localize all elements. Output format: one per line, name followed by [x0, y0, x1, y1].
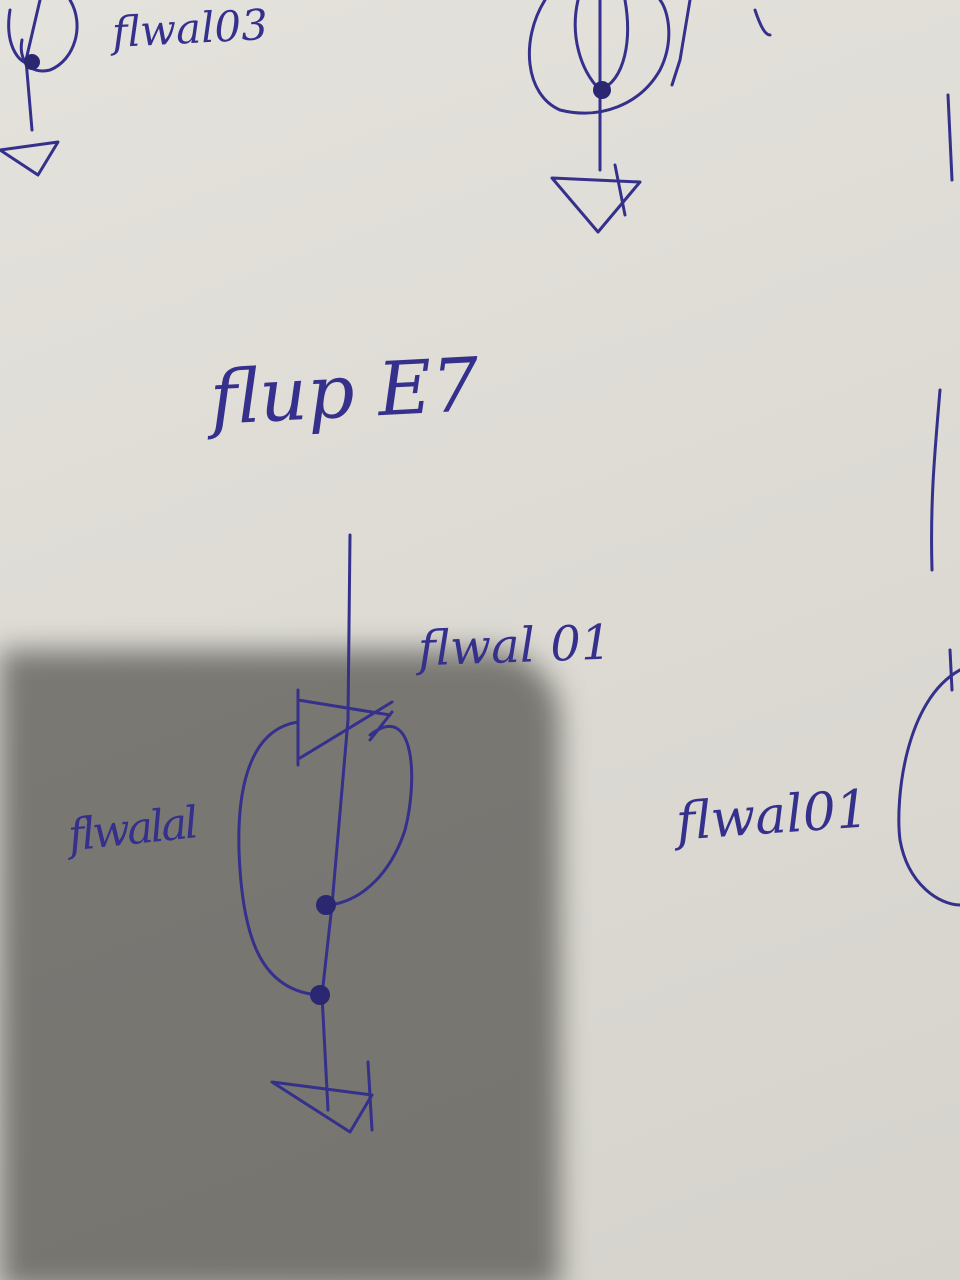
- top-sketch-label: flwal03: [110, 0, 270, 58]
- main-stem-line: [322, 535, 350, 1110]
- upper-junction-dot: [317, 896, 335, 914]
- main-diagram: [239, 535, 412, 1132]
- side-sketch-label: flwal01: [674, 779, 871, 853]
- lower-junction-dot: [311, 986, 329, 1004]
- top-left-ground-symbol: [0, 142, 58, 175]
- right-edge-mark-top: [948, 95, 952, 180]
- top-center-junction-dot: [594, 82, 610, 98]
- ground-symbol: [272, 1082, 372, 1132]
- right-partial-loop: [899, 670, 960, 905]
- left-branch-loop: [239, 722, 318, 995]
- right-branch-loop: [330, 726, 412, 905]
- top-center-tail: [755, 10, 770, 35]
- diagram-title: flup E7: [207, 342, 482, 442]
- top-center-right-stroke: [672, 0, 690, 85]
- top-center-partial-sketch: [529, 0, 770, 232]
- right-branch-label: flwal 01: [417, 614, 613, 678]
- ground-tick: [368, 1062, 372, 1130]
- top-center-ground-symbol: [552, 178, 640, 232]
- right-partial-sketch: [899, 95, 960, 905]
- top-left-junction-dot: [25, 55, 39, 69]
- left-branch-label: flwalal: [65, 797, 198, 862]
- right-partial-stem: [950, 650, 952, 690]
- right-edge-mark-mid: [932, 390, 940, 570]
- top-left-partial-sketch: [0, 0, 77, 175]
